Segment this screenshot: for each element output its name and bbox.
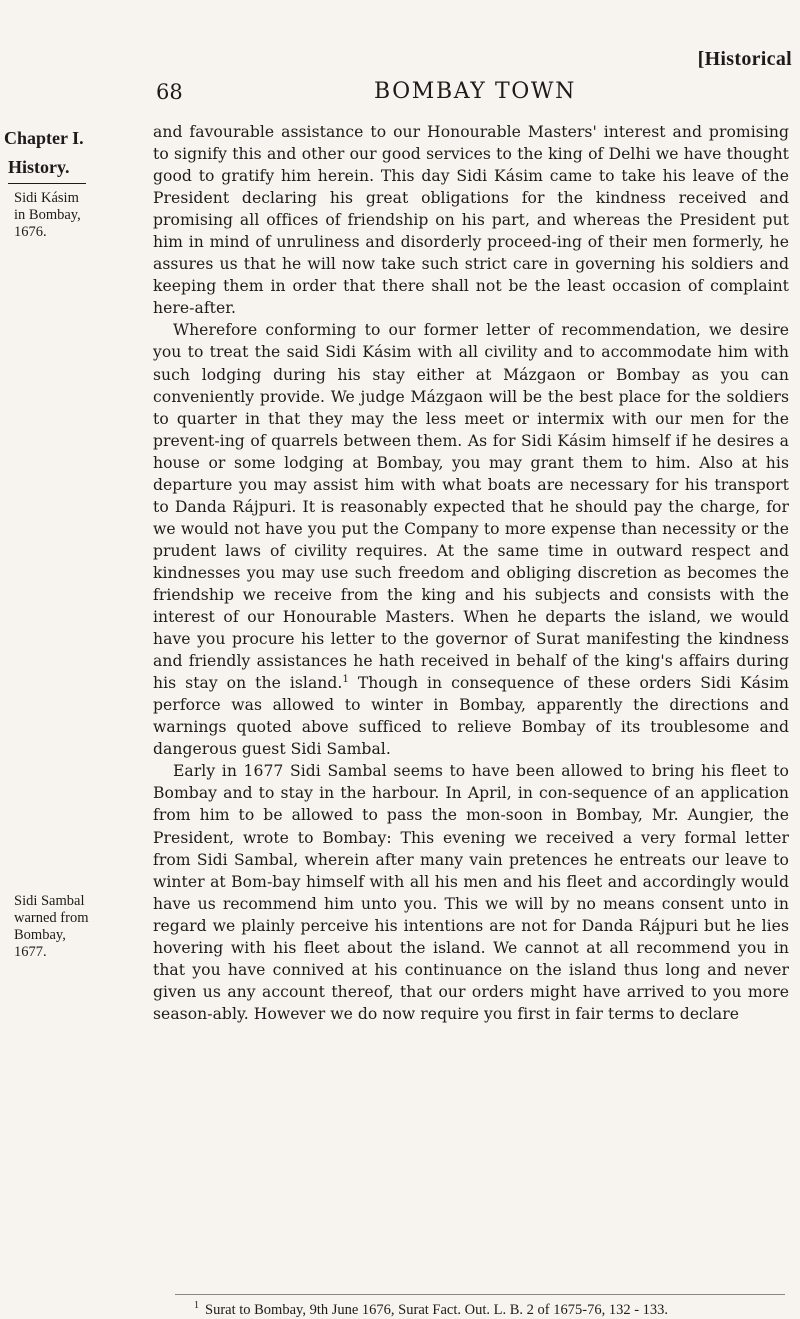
margin-note-line: 1677. xyxy=(14,944,47,960)
footnote-marker: 1 xyxy=(194,1300,199,1311)
section-label: History. xyxy=(8,157,70,177)
paragraph: Early in 1677 Sidi Sambal seems to have been allowed to bring his fleet to Bombay and to stay in the harbour. In April, in con-sequence of an application from him to be allowed to pass the mon-soon in Bombay, Mr. Aungier, the President, wrote to Bombay: This evening we received a very formal letter from Sidi Sambal, wherein after many vain pretences he entreats our leave to winter at Bom-bay himself with all his men and his fleet and accordingly would have us recommend him unto you. This we will by no means consent unto in regard we plainly perceive his intentions are not for Danda Rájpuri but he lies hovering with his fleet about the island. We cannot at all recommend you in that you have connived at his continuance on the island thus long and never given us any account thereof, that our orders might have arrived to you more season-ably. However we do now require you first in fair terms to declare xyxy=(153,762,789,1023)
footnote-reference: 1 xyxy=(342,673,349,685)
margin-heading xyxy=(4,127,122,241)
paragraph xyxy=(153,319,789,760)
footnote-text: Surat to Bombay, 9th June 1676, Surat Fact. Out. L. B. 2 of 1675-76, 132 - 133. xyxy=(205,1301,669,1318)
margin-note-line: Sidi Kásim xyxy=(14,190,79,206)
running-title: BOMBAY TOWN xyxy=(374,79,576,104)
margin-note-line: Sidi Sambal xyxy=(14,893,85,909)
margin-note-sidi-kasim xyxy=(14,190,122,241)
margin-note-sidi-sambal xyxy=(4,893,122,961)
margin-note-line: Bombay, xyxy=(14,927,66,943)
chapter-label: Chapter I. xyxy=(4,128,84,148)
margin-note-line: in Bombay, xyxy=(14,207,81,223)
section-tag: [Historical xyxy=(697,48,792,70)
footnote xyxy=(194,1300,794,1319)
margin-note-line: 1676. xyxy=(14,224,47,240)
body-text xyxy=(153,121,789,1025)
page-number: 68 xyxy=(156,80,183,104)
paragraph-text: Wherefore conforming to our former letter of recommendation, we desire you to treat the said Sidi Kásim with all civility and to accommodate him with such lodging during his stay either at Mázgaon or Bombay as you can conveniently provide. We judge Mázgaon will be the best place for the soldiers to quarter in that they may the less meet or intermix with our men for the prevent-ing of quarrels between them. As for Sidi Kásim himself if he desires a house or some lodging at Bombay, you may grant them to him. Also at his departure you may assist him with what boats are necessary for his transport to Danda Rájpuri. It is reasonably expected that he should pay the charge, for we would not have you put the Company to more expense than necessity or the prudent laws of civility requires. At the same time in outward respect and kindnesses you may use such freedom and obliging discretion as becomes the friendship we receive from the king and his subjects and consists with the interest of our Honourable Masters. When he departs the island, we would have you procure his letter to the governor of Surat manifesting the kindness and friendly assistances he hath received in behalf of the king's affairs during his stay on the island. xyxy=(153,321,789,693)
section-underline xyxy=(8,183,86,184)
footnote-divider xyxy=(175,1294,785,1295)
margin-note-line: warned from xyxy=(14,910,89,926)
paragraph-text: Though in consequence of these orders Sidi Kásim perforce was allowed to winter in Bombay, apparently the directions and warnings quoted above sufficed to relieve Bombay of its troublesome and dangerous guest Sidi Sambal. xyxy=(153,674,789,759)
paragraph: and favourable assistance to our Honourable Masters' interest and promising to signify this and other our good services to the king of Delhi we have thought good to gratify him herein. This day Sidi Kásim came to take his leave of the President declaring his great obligations for the kindness received and promising all offices of friendship on his part, and whereas the President put him in mind of unruliness and disorderly proceed-ing of their men formerly, he assures us that he will now take such strict care in governing his soldiers and keeping them in order that there shall not be the least occasion of complaint here-after. xyxy=(153,123,789,318)
